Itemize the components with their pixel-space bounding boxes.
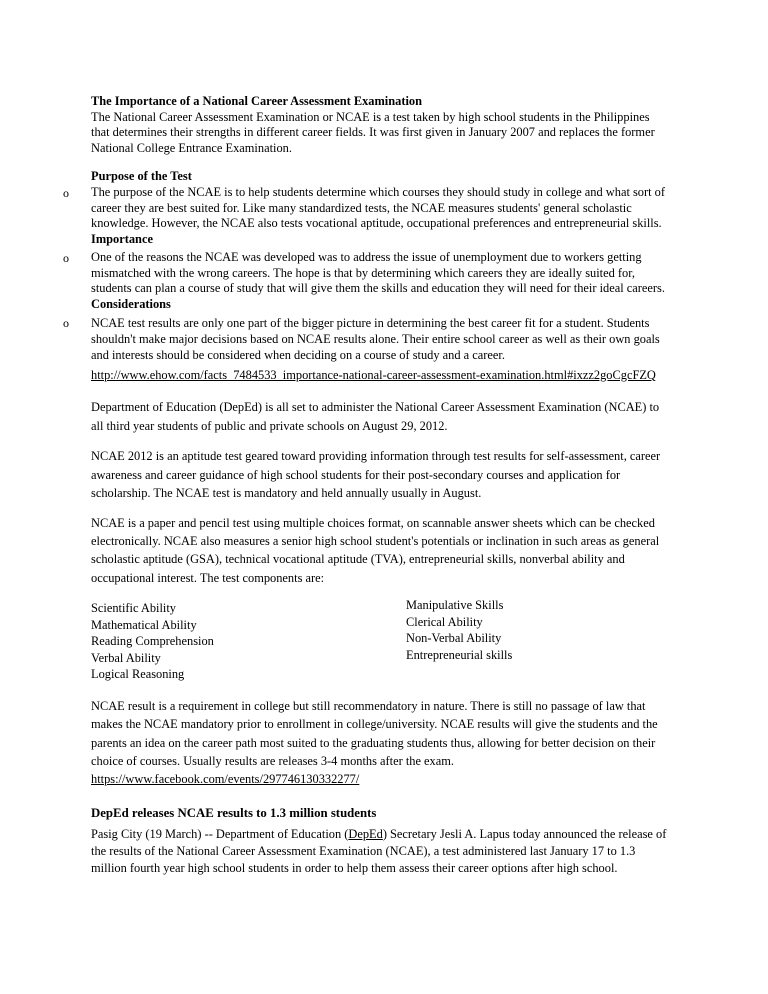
purpose-body: [91, 185, 681, 232]
considerations-heading-text: Considerations: [91, 297, 171, 311]
components-left: [91, 600, 214, 683]
purpose-line: The purpose of the NCAE is to help students determine which courses they should study in college and what sort of: [91, 185, 665, 199]
considerations-heading: [91, 297, 681, 313]
importance-heading: [91, 232, 681, 248]
considerations-line: shouldn't make major decisions based on NCAE results alone. Their entire school career as well as their own goals: [91, 332, 660, 347]
format-line: electronically. NCAE also measures a senior high school student's potentials or inclination in such areas as general: [91, 534, 660, 549]
ehow-link[interactable]: http://www.ehow.com/facts_7484533_importance-national-career-assessment-examination.html#ixzz2goCgcFZQ: [91, 367, 656, 382]
release-text: Pasig City (19 March) -- Department of Education (: [91, 827, 349, 841]
component-item: Entrepreneurial skills: [406, 647, 513, 662]
components-right: [406, 597, 512, 663]
release-heading: DepEd releases NCAE results to 1.3 million students: [91, 806, 377, 820]
format-line: NCAE is a paper and pencil test using multiple choices format, on scannable answer sheets which can be checked: [91, 516, 655, 530]
deped-link[interactable]: DepEd: [348, 827, 383, 841]
component-item: Non-Verbal Ability: [406, 631, 502, 645]
ncae2012-paragraph: [91, 447, 681, 503]
purpose-line: career they are best suited for. Like many standardized tests, the NCAE measures students' general scholastic: [91, 200, 632, 215]
requirement-line: choice of courses. Usually results are releases 3-4 months after the exam.: [91, 753, 454, 768]
ncae2012-line: NCAE 2012 is an aptitude test geared toward providing information through test results for self-assessment, career: [91, 449, 661, 463]
format-line: occupational interest. The test components are:: [91, 570, 325, 585]
bullet-icon: o: [63, 251, 69, 265]
deped-line: all third year students of public and private schools on August 29, 2012.: [91, 418, 448, 433]
bullet-icon: o: [63, 186, 69, 200]
component-item: Logical Reasoning: [91, 667, 185, 681]
ncae2012-line: awareness and career guidance of high school students for their post-secondary courses and application for: [91, 467, 621, 482]
considerations-body: [91, 315, 681, 383]
component-item: Clerical Ability: [406, 614, 483, 629]
importance-heading-text: Importance: [91, 232, 153, 246]
requirement-line: NCAE result is a requirement in college but still recommendatory in nature. There is still no passage of law that: [91, 699, 646, 713]
purpose-heading: [91, 169, 681, 185]
intro-section: [91, 94, 681, 156]
component-item: Verbal Ability: [91, 650, 161, 665]
format-paragraph: [91, 514, 681, 587]
release-line: million fourth year high school students in order to help them assess their career options after high school.: [91, 861, 618, 875]
importance-body: [91, 250, 681, 297]
release-section: [91, 805, 681, 877]
component-item: Mathematical Ability: [91, 617, 197, 632]
purpose-heading-text: Purpose of the Test: [91, 169, 192, 183]
considerations-line: NCAE test results are only one part of the bigger picture in determining the best career fit for a student. Students: [91, 316, 650, 330]
requirement-paragraph: [91, 697, 681, 788]
considerations-line: and interests should be considered when deciding on a course of study and a career.: [91, 348, 505, 363]
component-item: Reading Comprehension: [91, 634, 214, 648]
deped-paragraph: [91, 398, 681, 435]
intro-line: The National Career Assessment Examination or NCAE is a test taken by high school students in the Philippines: [91, 109, 650, 124]
release-text: ) Secretary Jesli A. Lapus today announced the release of: [382, 827, 667, 841]
importance-line: One of the reasons the NCAE was developed was to address the issue of unemployment due to workers getting: [91, 250, 642, 264]
ncae2012-line: scholarship. The NCAE test is mandatory and held annually usually in August.: [91, 486, 482, 500]
facebook-link[interactable]: https://www.facebook.com/events/297746130332277/: [91, 772, 360, 787]
component-item: Scientific Ability: [91, 601, 177, 615]
purpose-line: knowledge. However, the NCAE also tests vocational aptitude, occupational preferences and entrepreneurial skills.: [91, 216, 662, 230]
importance-line: students can plan a course of study that will give them the skills and education they will need for their ideal careers.: [91, 281, 665, 295]
component-item: Manipulative Skills: [406, 598, 504, 612]
intro-heading: The Importance of a National Career Assessment Examination: [91, 94, 422, 108]
release-line: [91, 826, 681, 843]
intro-line: National College Entrance Examination.: [91, 140, 292, 155]
deped-line: Department of Education (DepEd) is all set to administer the National Career Assessment Examination (NCAE) to: [91, 400, 660, 414]
format-line: scholastic aptitude (GSA), technical vocational aptitude (TVA), entrepreneurial skills, nonverbal ability and: [91, 552, 625, 567]
importance-line: mismatched with the wrong careers. The hope is that by determining which careers they are ideally suited for,: [91, 265, 635, 280]
requirement-line: parents an idea on the career path most suited to the graduating students thus, allowing for better decision on their: [91, 735, 656, 750]
bullet-icon: o: [63, 316, 69, 330]
intro-line: that determines their strengths in different career fields. It was first given in January 2007 and replaces the former: [91, 125, 655, 139]
release-line: the results of the National Career Assessment Examination (NCAE), a test administered last January 17 to 1.3: [91, 844, 636, 858]
requirement-line: makes the NCAE mandatory prior to enrollment in college/university. NCAE results will give the students and the: [91, 717, 658, 732]
